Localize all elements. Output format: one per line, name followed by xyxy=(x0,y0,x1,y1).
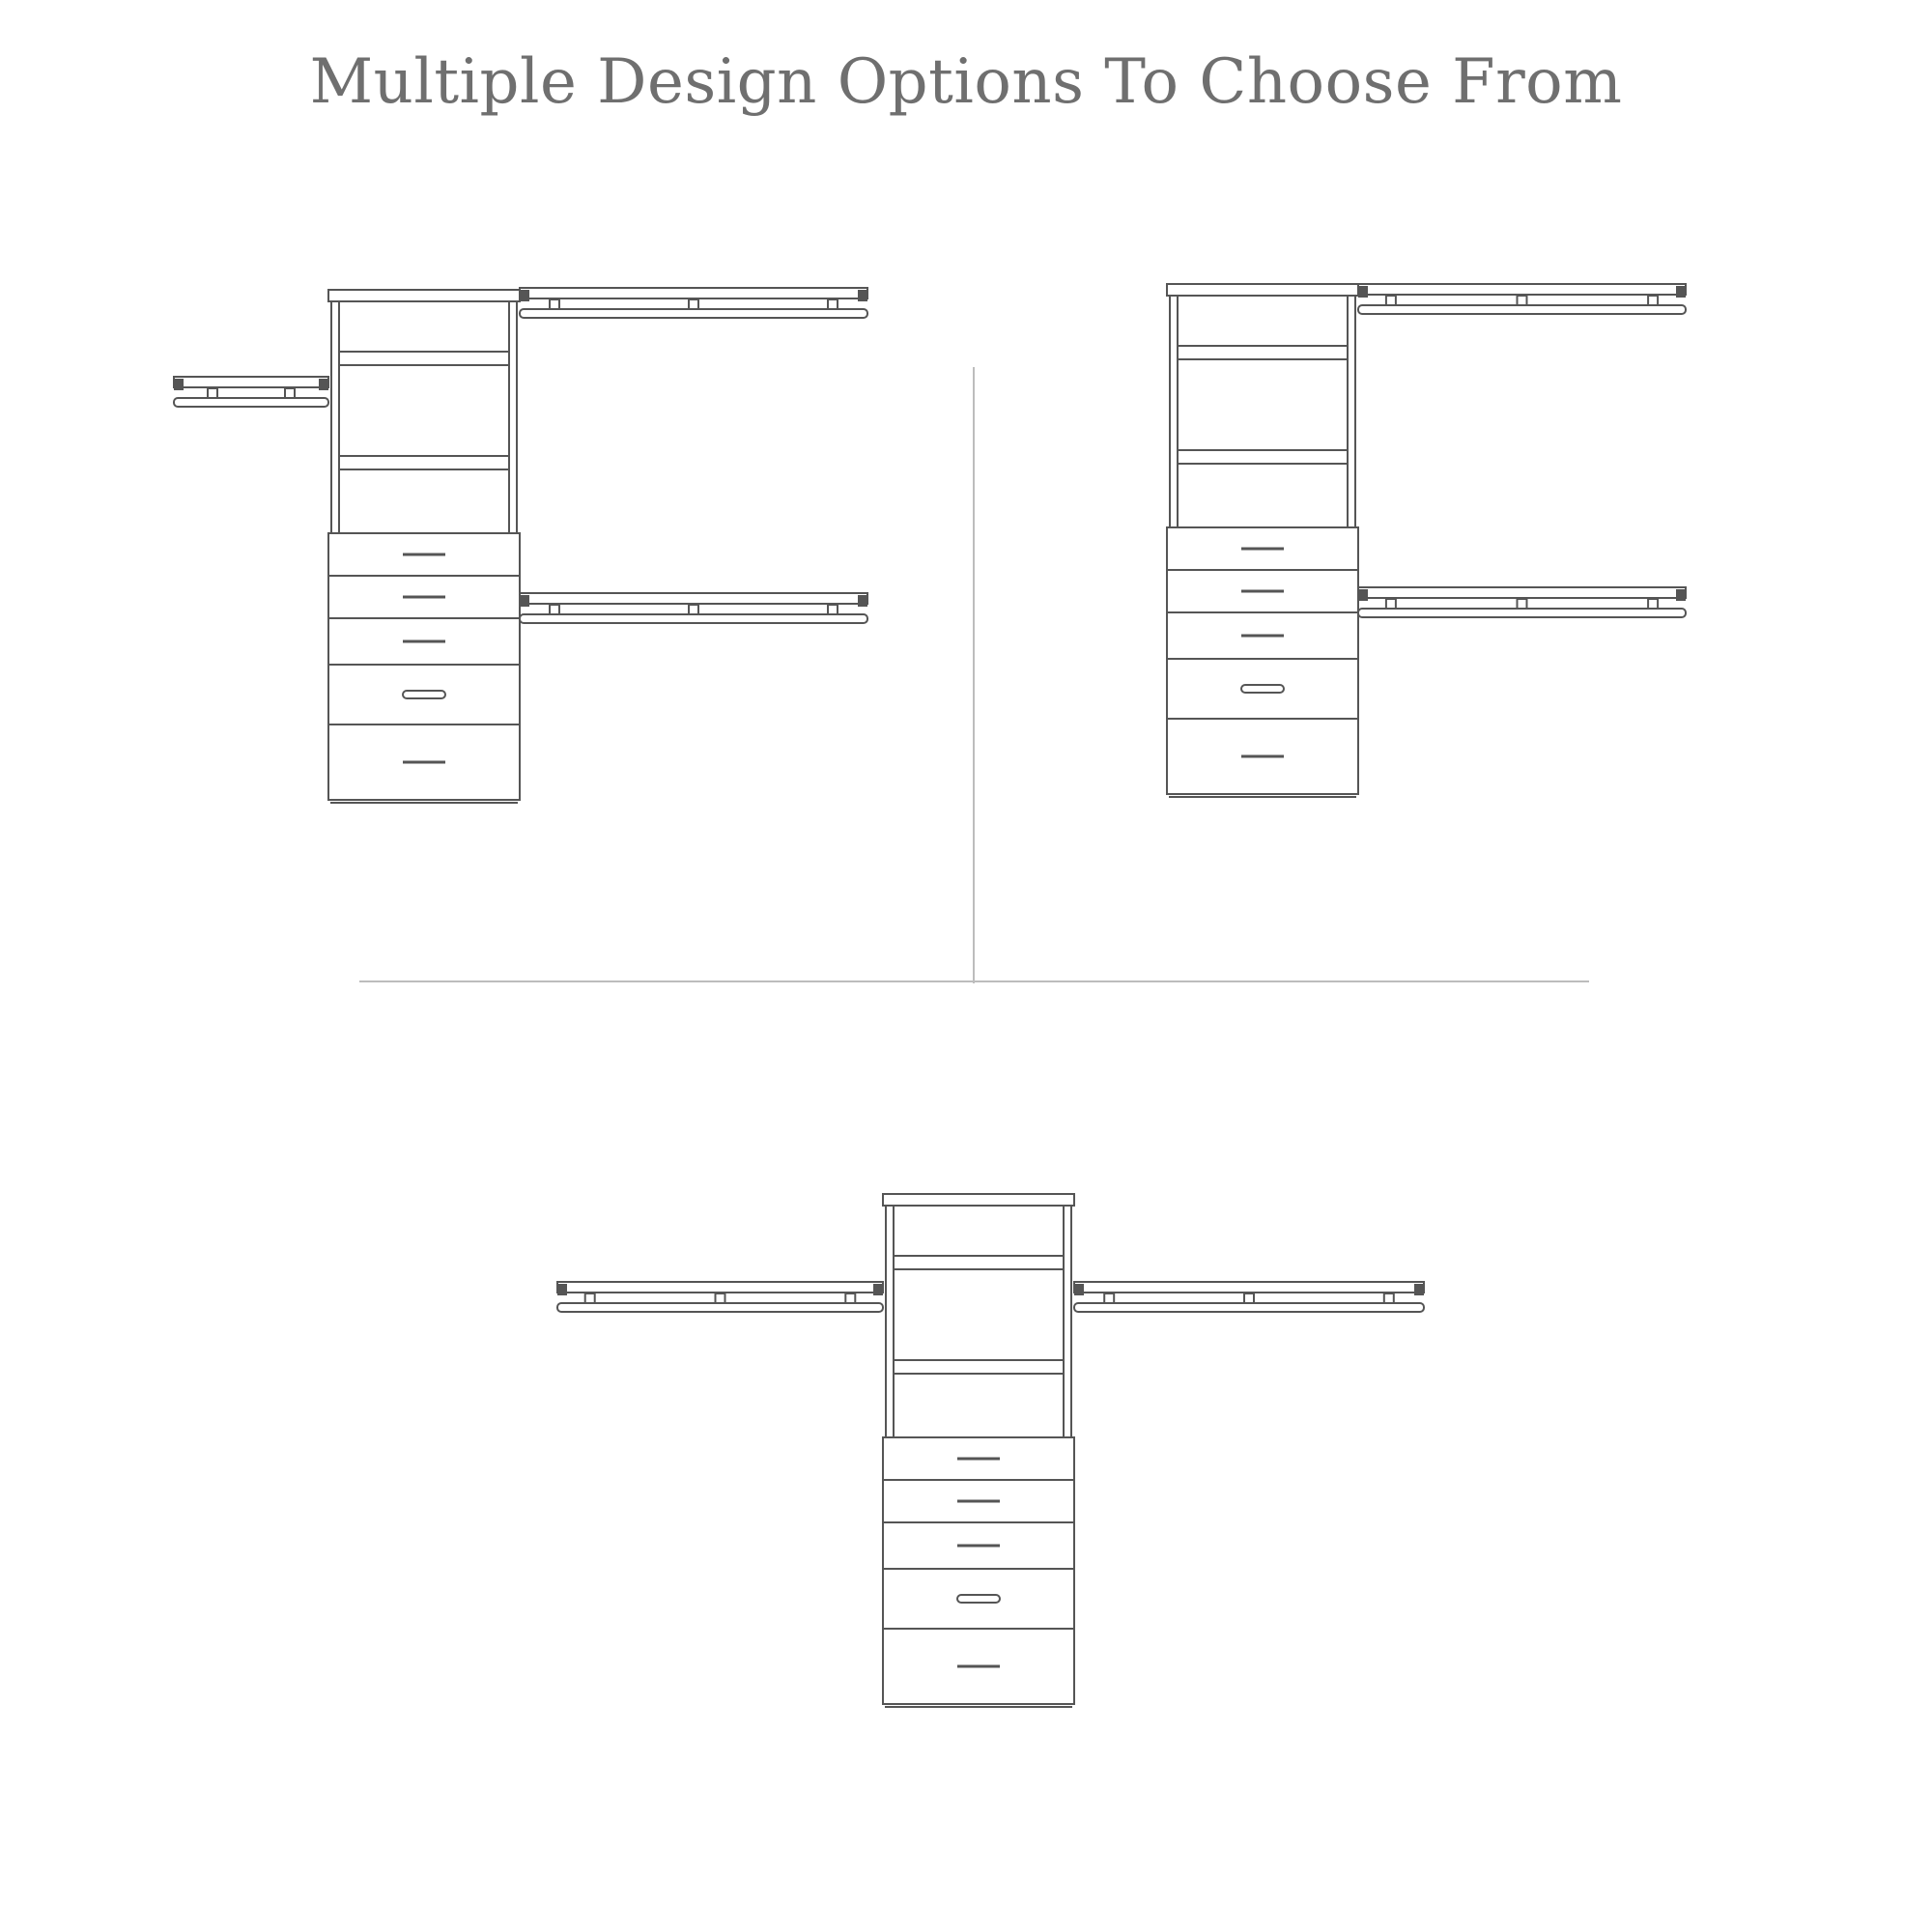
rod-clip xyxy=(828,299,838,309)
rod-clip xyxy=(285,388,295,398)
shelf-board xyxy=(1358,587,1686,598)
bracket-right xyxy=(319,379,328,390)
bracket-right xyxy=(1676,286,1686,298)
rod-clip xyxy=(1384,1293,1394,1303)
bracket-right xyxy=(858,595,867,607)
page-title: Multiple Design Options To Choose From xyxy=(309,46,1623,118)
design-option-2 xyxy=(1167,284,1686,797)
bracket-right xyxy=(1414,1284,1424,1295)
shelf-board xyxy=(520,593,867,604)
drawer-handle xyxy=(1241,685,1284,693)
rod-clip xyxy=(1518,599,1527,609)
design-option-3 xyxy=(557,1194,1424,1707)
tower-shelf xyxy=(894,1256,1064,1269)
tower-shelf xyxy=(1178,450,1348,464)
rod-clip xyxy=(689,605,698,614)
rod-clip xyxy=(1648,599,1658,609)
rod-clip xyxy=(1104,1293,1114,1303)
hanging-rod xyxy=(520,614,867,623)
hanging-rod xyxy=(1358,305,1686,314)
rod-right-upper xyxy=(520,288,867,318)
rod-clip xyxy=(689,299,698,309)
hanging-rod xyxy=(1074,1303,1424,1312)
shelf-board xyxy=(557,1282,883,1293)
tower-side-right xyxy=(509,301,517,533)
rod-clip xyxy=(585,1293,595,1303)
rod-right-upper xyxy=(1074,1282,1424,1312)
bracket-right xyxy=(1676,589,1686,601)
hanging-rod xyxy=(557,1303,883,1312)
tower-side-right xyxy=(1064,1206,1071,1437)
bracket-left xyxy=(1358,286,1368,298)
rod-clip xyxy=(550,299,559,309)
rod-clip xyxy=(1518,296,1527,305)
hanging-rod xyxy=(174,398,328,407)
bracket-left xyxy=(520,290,529,301)
bracket-left xyxy=(1074,1284,1084,1295)
rod-clip xyxy=(828,605,838,614)
drawer-handle xyxy=(957,1595,1000,1603)
tower-unit xyxy=(883,1194,1074,1707)
tower-side-left xyxy=(331,301,339,533)
bracket-left xyxy=(520,595,529,607)
tower-shelf xyxy=(894,1360,1064,1374)
drawer-front xyxy=(1167,659,1358,719)
hanging-rod xyxy=(1358,609,1686,617)
tower-shelf xyxy=(1178,346,1348,359)
tower-top xyxy=(1167,284,1358,296)
bracket-right xyxy=(858,290,867,301)
shelf-board xyxy=(520,288,867,298)
drawer-front xyxy=(328,665,520,724)
shelf-board xyxy=(1358,284,1686,295)
rod-left-upper xyxy=(174,377,328,407)
bracket-left xyxy=(1358,589,1368,601)
hanging-rod xyxy=(520,309,867,318)
tower-unit xyxy=(1167,284,1358,797)
bracket-left xyxy=(557,1284,567,1295)
tower-side-right xyxy=(1348,296,1355,527)
tower-side-left xyxy=(886,1206,894,1437)
rod-right-lower xyxy=(1358,587,1686,617)
rod-clip xyxy=(1648,296,1658,305)
rod-clip xyxy=(845,1293,855,1303)
tower-shelf xyxy=(339,456,509,469)
shelf-board xyxy=(1074,1282,1424,1293)
rod-clip xyxy=(1386,599,1396,609)
tower-top xyxy=(883,1194,1074,1206)
drawer-front xyxy=(883,1569,1074,1629)
rod-right-upper xyxy=(1358,284,1686,314)
tower-side-left xyxy=(1170,296,1178,527)
rod-clip xyxy=(550,605,559,614)
rod-right-lower xyxy=(520,593,867,623)
shelf-board xyxy=(174,377,328,387)
bracket-left xyxy=(174,379,184,390)
rod-clip xyxy=(208,388,217,398)
tower-shelf xyxy=(339,352,509,365)
design-option-1 xyxy=(174,288,867,803)
tower-top xyxy=(328,290,520,301)
tower-unit xyxy=(328,290,520,803)
drawer-handle xyxy=(403,691,445,698)
rod-clip xyxy=(716,1293,725,1303)
rod-clip xyxy=(1244,1293,1254,1303)
rod-clip xyxy=(1386,296,1396,305)
bracket-right xyxy=(873,1284,883,1295)
rod-left-upper xyxy=(557,1282,883,1312)
